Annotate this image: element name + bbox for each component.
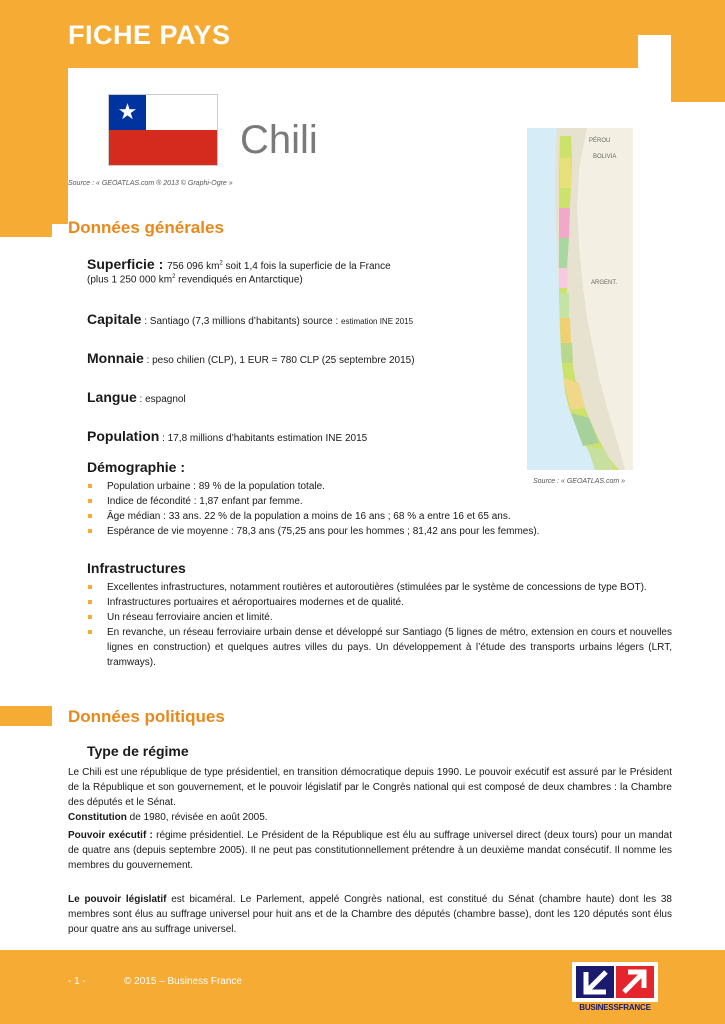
population-field: Population : 17,8 millions d’habitants estimation INE 2015 [87,428,368,444]
section-title-general: Données générales [68,218,224,237]
chile-flag [108,94,218,166]
star-icon: ★ [117,99,138,124]
list-item: Infrastructures portuaires et aéroportuaires modernes et de qualité. [87,595,672,610]
list-item: En revanche, un réseau ferroviaire urbain dense et développé sur Santiago (5 lignes de métro, extension en cours et nouvelles lignes en construction) et quelques autres villes du pays. Un développement à l’étude des transports urbains légers (LRT, tramways). [87,625,672,670]
infrastructures-list [87,580,672,670]
infrastructures-title: Infrastructures [87,560,186,576]
page-title: FICHE PAYS [68,20,231,50]
flag-source: Source : « GEOATLAS.com ® 2013 © Graphi-Ogre » [68,180,233,187]
corner-square [671,68,725,102]
list-item: Espérance de vie moyenne : 78,3 ans (75,25 ans pour les hommes ; 81,42 ans pour les femmes). [87,524,607,539]
map-label: BOLIVIA [593,154,617,160]
map-source: Source : « GEOATLAS.com » [533,478,626,485]
section-marker [0,706,52,726]
map-label: PÉROU [589,138,611,144]
corner-square [638,35,671,68]
langue-field: Langue : espagnol [87,389,186,405]
regime-title: Type de régime [87,743,189,759]
logo-text: BUSINESSFRANCE [579,1003,651,1012]
list-item: Un réseau ferroviaire ancien et limité. [87,610,672,625]
country-name: Chili [240,118,318,162]
map-label: ARGENT. [591,280,618,286]
constitution-paragraph: Constitution de 1980, révisée en août 2005. [68,812,268,823]
corner-square [638,68,671,102]
demographie-list [87,479,607,539]
copyright: © 2015 – Business France [124,976,242,987]
superficie-field: Superficie : 756 096 $km^2$ soit 1,4 fois la superficie de la France (plus 1 250 000 $km^2$ revendiqués en Antarctique) [87,256,391,286]
list-item: Âge médian : 33 ans. 22 % de la population a moins de 16 ans ; 68 % a entre 16 et 65 ans. [87,509,607,524]
executif-paragraph: Pouvoir exécutif : régime présidentiel. Le Président de la République est élu au suffrage universel direct (deux tours) pour un mandat de quatre ans (depuis septembre 2005). Il ne peut pas constitutionnellement prétendre à un deuxième mandat consécutif. Il nomme les membres du gouvernement. [68,830,673,871]
list-item: Indice de fécondité : 1,87 enfant par femme. [87,494,607,509]
capitale-field: Capitale : Santiago (7,3 millions d’habitants) source : estimation INE 2015 [87,311,414,327]
section-title-political: Données politiques [68,707,225,726]
business-france-logo [572,962,658,1014]
legislatif-paragraph: Le pouvoir législatif est bicaméral. Le Parlement, appelé Congrès national, est constitué du Sénat (chambre haute) dont les 38 membres sont élus au suffrage universel pour huit ans et de la Chambre des députés (chambre basse), dont les 120 députés sont élus pour quatre ans au suffrage universel. [68,894,672,935]
country-map [527,128,633,470]
page-number: - 1 - [68,976,86,987]
list-item: Excellentes infrastructures, notamment routières et autoroutières (stimulées par le système de concessions de type BOT). [87,580,672,595]
left-band [0,68,68,224]
demographie-title: Démographie : [87,459,186,475]
monnaie-field: Monnaie : peso chilien (CLP), 1 EUR = 780 CLP (25 septembre 2015) [87,350,415,366]
section-marker [0,217,52,237]
list-item: Population urbaine : 89 % de la population totale. [87,479,607,494]
regime-paragraph: Le Chili est une république de type présidentiel, en transition démocratique depuis 1990. Le pouvoir exécutif est assuré par le Président de la République et son gouvernement, et le pouvoir législatif par le Congrès national qui est composé de deux chambres : la Chambre des députés et le Sénat. [68,767,672,808]
corner-square [671,102,725,124]
